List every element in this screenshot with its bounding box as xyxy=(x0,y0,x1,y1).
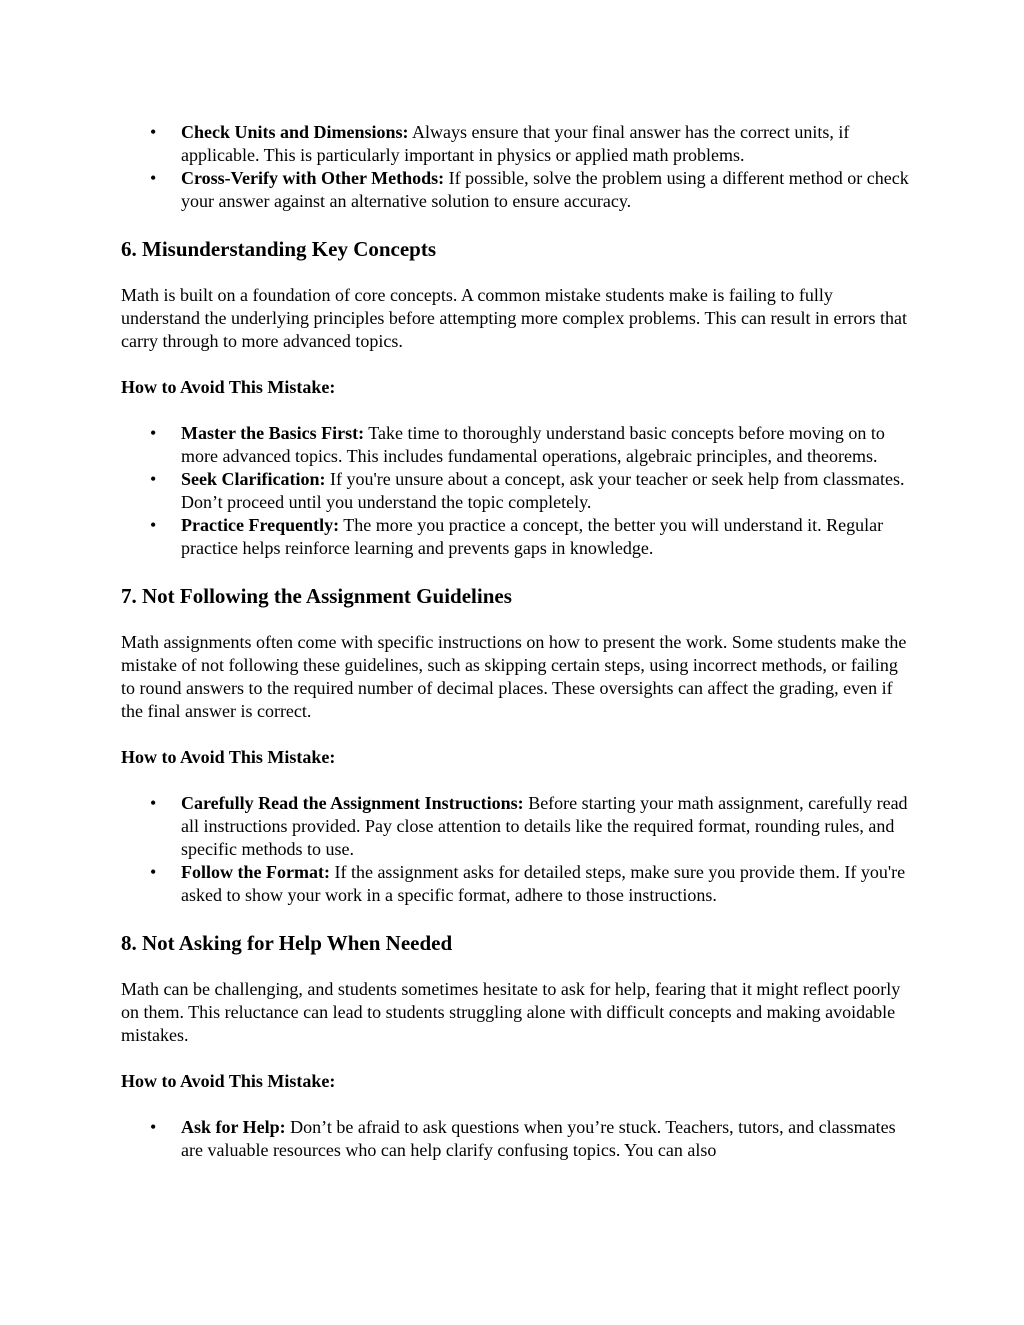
bullet-text: Take time to thoroughly understand basic concepts before moving on to more advanced topics. This includes fundamental operations, algebraic principles, and theorems. xyxy=(181,423,885,466)
section-heading: 7. Not Following the Assignment Guidelines xyxy=(121,584,512,608)
section-bullet-list xyxy=(121,422,911,560)
bullet-icon: • xyxy=(150,469,157,489)
section-subheading: How to Avoid This Mistake: xyxy=(121,377,336,397)
document-page xyxy=(121,121,911,1162)
section-subheading: How to Avoid This Mistake: xyxy=(121,1071,336,1091)
bullet-icon: • xyxy=(150,793,157,813)
bullet-text: The more you practice a concept, the better you will understand it. Regular practice helps reinforce learning and prevents gaps in knowledge. xyxy=(181,515,884,558)
bullet-icon: • xyxy=(150,168,157,188)
bullet-icon: • xyxy=(150,122,157,142)
section-heading: 8. Not Asking for Help When Needed xyxy=(121,931,453,955)
bullet-icon: • xyxy=(150,1117,157,1137)
bullet-text: Before starting your math assignment, carefully read all instructions provided. Pay close attention to details like the required format, rounding rules, and specific methods to use. xyxy=(181,793,908,859)
list-item xyxy=(121,514,911,560)
list-item xyxy=(121,422,911,468)
section-paragraph: Math is built on a foundation of core concepts. A common mistake students make is failing to fully understand the underlying principles before attempting more complex problems. This can result in errors that carry through to more advanced topics. xyxy=(121,285,907,351)
list-item xyxy=(121,861,911,907)
section-paragraph: Math can be challenging, and students sometimes hesitate to ask for help, fearing that it might reflect poorly on them. This reluctance can lead to students struggling alone with difficult concepts and making avoidable mistakes. xyxy=(121,979,901,1045)
section-paragraph: Math assignments often come with specific instructions on how to present the work. Some students make the mistake of not following these guidelines, such as skipping certain steps, using incorrect methods, or failing to round answers to the required number of decimal places. These oversights can affect the grading, even if the final answer is correct. xyxy=(121,632,907,721)
bullet-icon: • xyxy=(150,423,157,443)
section-bullet-list xyxy=(121,792,911,907)
list-item xyxy=(121,1116,911,1162)
section-bullet-list xyxy=(121,1116,911,1162)
bullet-lead: Check Units and Dimensions: xyxy=(181,122,409,142)
bullet-lead: Follow the Format: xyxy=(181,862,330,882)
bullet-lead: Ask for Help: xyxy=(181,1117,286,1137)
bullet-text: If the assignment asks for detailed steps, make sure you provide them. If you're asked to show your work in a specific format, adhere to those instructions. xyxy=(181,862,906,905)
list-item xyxy=(121,167,911,213)
bullet-text: If you're unsure about a concept, ask your teacher or seek help from classmates. Don’t proceed until you understand the topic completely. xyxy=(181,469,905,512)
bullet-text: If possible, solve the problem using a different method or check your answer against an alternative solution to ensure accuracy. xyxy=(181,168,909,211)
bullet-lead: Seek Clarification: xyxy=(181,469,326,489)
list-item xyxy=(121,792,911,861)
top-bullet-list xyxy=(121,121,911,213)
bullet-lead: Master the Basics First: xyxy=(181,423,365,443)
bullet-text: Always ensure that your final answer has the correct units, if applicable. This is particularly important in physics or applied math problems. xyxy=(181,122,850,165)
section-subheading: How to Avoid This Mistake: xyxy=(121,747,336,767)
bullet-icon: • xyxy=(150,862,157,882)
bullet-text: Don’t be afraid to ask questions when you’re stuck. Teachers, tutors, and classmates are valuable resources who can help clarify confusing topics. You can also xyxy=(181,1117,896,1160)
bullet-lead: Cross-Verify with Other Methods: xyxy=(181,168,445,188)
bullet-lead: Carefully Read the Assignment Instructions: xyxy=(181,793,524,813)
list-item xyxy=(121,468,911,514)
bullet-icon: • xyxy=(150,515,157,535)
bullet-lead: Practice Frequently: xyxy=(181,515,340,535)
list-item xyxy=(121,121,911,167)
section-heading: 6. Misunderstanding Key Concepts xyxy=(121,237,437,261)
